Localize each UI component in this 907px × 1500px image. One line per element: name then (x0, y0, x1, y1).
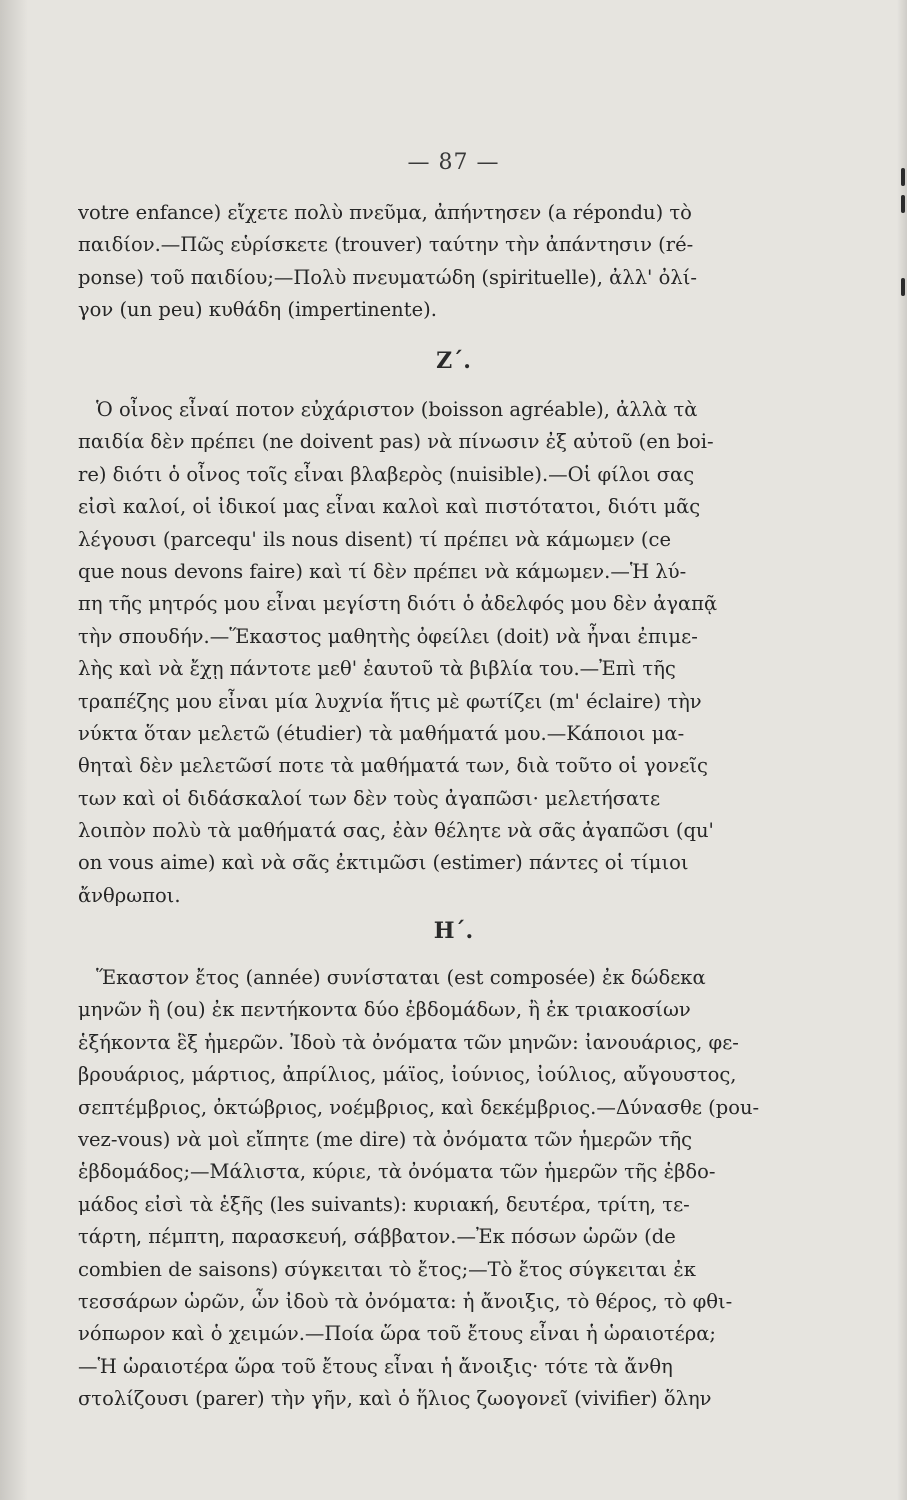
text-line: τάρτη, πέμπτη, παρασκευή, σάββατον.—Ἐκ πόσων ὡρῶν (de (78, 1225, 676, 1249)
text-line: que nous devons faire) καὶ τί δὲν πρέπει νὰ κάμωμεν.—Ἡ λύ- (78, 559, 687, 583)
page-number: — 87 — (407, 150, 500, 175)
text-line: λέγουσι (parcequ' ils nous disent) τί πρέπει νὰ κάμωμεν (ce (78, 527, 671, 551)
text-line: ponse) τοῦ παιδίου;—Πολὺ πνευματώδη (spirituelle), ἀλλ' ὀλί- (78, 265, 697, 289)
text-line: μηνῶν ἢ (ou) ἐκ πεντήκοντα δύο ἑβδομάδων, ἢ ἐκ τριακοσίων (78, 998, 691, 1022)
text-line: votre enfance) εἴχετε πολὺ πνεῦμα, ἀπήντησεν (a répondu) τὸ (78, 201, 692, 224)
text-line: των καὶ οἱ διδάσκαλοί των δὲν τοὺς ἀγαπῶσι· μελετήσατε (78, 786, 661, 810)
edge-mark (901, 278, 905, 296)
text-line: γον (un peu) κυθάδη (impertinente). (78, 298, 437, 322)
text-line: ἄνθρωποι. (78, 883, 181, 907)
paragraph-3 (78, 962, 768, 1415)
text-line: vez-vous) νὰ μοὶ εἴπητε (me dire) τὰ ὀνόματα τῶν ἡμερῶν τῆς (78, 1127, 693, 1151)
text-line: σεπτέμβριος, ὀκτώβριος, νοέμβριος, καὶ δεκέμβριος.—Δύνασθε (pou- (78, 1095, 760, 1119)
page-left-shadow (0, 0, 28, 1500)
text-line: μάδος εἰσὶ τὰ ἑξῆς (les suivants): κυριακή, δευτέρα, τρίτη, τε- (78, 1192, 690, 1216)
section-heading-h: Η΄. (433, 918, 474, 944)
text-line: βρουάριος, μάρτιος, ἀπρίλιος, μάϊος, ἰούνιος, ἰούλιος, αὔγουστος, (78, 1063, 737, 1087)
text-line: λοιπὸν πολὺ τὰ μαθήματά σας, ἐὰν θέλητε νὰ σᾶς ἀγαπῶσι (qu' (78, 819, 714, 843)
text-line: ἑξήκοντα ἓξ ἡμερῶν. Ἰδοὺ τὰ ὀνόματα τῶν μηνῶν: ἰανουάριος, φε- (78, 1030, 739, 1054)
text-line: ἑβδομάδος;—Μάλιστα, κύριε, τὰ ὀνόματα τῶν ἡμερῶν τῆς ἑβδο- (78, 1160, 716, 1184)
page-right-edge (897, 0, 907, 1500)
text-line: re) διότι ὁ οἶνος τοῖς εἶναι βλαβερὸς (nuisible).—Οἱ φίλοι σας (78, 462, 695, 486)
text-line: combien de saisons) σύγκειται τὸ ἔτος;—Τὸ ἔτος σύγκειται ἐκ (78, 1257, 696, 1281)
text-line: πη τῆς μητρός μου εἶναι μεγίστη διότι ὁ ἀδελφός μου δὲν ἀγαπᾷ (78, 592, 718, 616)
section-heading-z: Ζ΄. (436, 348, 471, 374)
text-line: θηταὶ δὲν μελετῶσί ποτε τὰ μαθήματά των, διὰ τοῦτο οἱ γονεῖς (78, 754, 708, 778)
text-line: τραπέζης μου εἶναι μία λυχνία ἥτις μὲ φωτίζει (m' éclaire) τὴν (78, 689, 702, 713)
paragraph-2 (78, 394, 768, 912)
text-line: εἰσὶ καλοί, οἱ ἰδικοί μας εἶναι καλοὶ καὶ πιστότατοι, διότι μᾶς (78, 495, 701, 519)
text-line: τὴν σπουδήν.—Ἕκαστος μαθητὴς ὀφείλει (doit) νὰ ἦναι ἐπιμε- (78, 624, 698, 648)
text-line: λὴς καὶ νὰ ἔχῃ πάντοτε μεθ' ἑαυτοῦ τὰ βιβλία του.—Ἐπὶ τῆς (78, 657, 676, 681)
text-line: Ἕκαστον ἔτος (année) συνίσταται (est composée) ἐκ δώδεκα (96, 966, 706, 989)
text-line: στολίζουσι (parer) τὴν γῆν, καὶ ὁ ἥλιος ζωογονεῖ (vivifier) ὅλην (78, 1387, 712, 1411)
edge-mark (901, 195, 905, 213)
text-line: Ὁ οἶνος εἶναί ποτον εὐχάριστον (boisson agréable), ἀλλὰ τὰ (96, 398, 698, 421)
paragraph-1 (78, 197, 768, 327)
text-line: τεσσάρων ὡρῶν, ὧν ἰδοὺ τὰ ὀνόματα: ἡ ἄνοιξις, τὸ θέρος, τὸ φθι- (78, 1289, 733, 1313)
text-line: παιδία δὲν πρέπει (ne doivent pas) νὰ πίνωσιν ἐξ αὐτοῦ (en boi- (78, 430, 714, 454)
text-line: νόπωρον καὶ ὁ χειμών.—Ποία ὥρα τοῦ ἔτους εἶναι ἡ ὡραιοτέρα; (78, 1322, 716, 1346)
text-line: on vous aime) καὶ νὰ σᾶς ἐκτιμῶσι (estimer) πάντες οἱ τίμιοι (78, 851, 689, 875)
text-line: —Ἡ ὡραιοτέρα ὥρα τοῦ ἔτους εἶναι ἡ ἄνοιξις· τότε τὰ ἄνθη (78, 1354, 673, 1378)
text-line: νύκτα ὅταν μελετῶ (étudier) τὰ μαθήματά μου.—Κάποιοι μα- (78, 721, 685, 745)
text-line: παιδίον.—Πῶς εὑρίσκετε (trouver) ταύτην τὴν ἀπάντησιν (ré- (78, 233, 694, 257)
